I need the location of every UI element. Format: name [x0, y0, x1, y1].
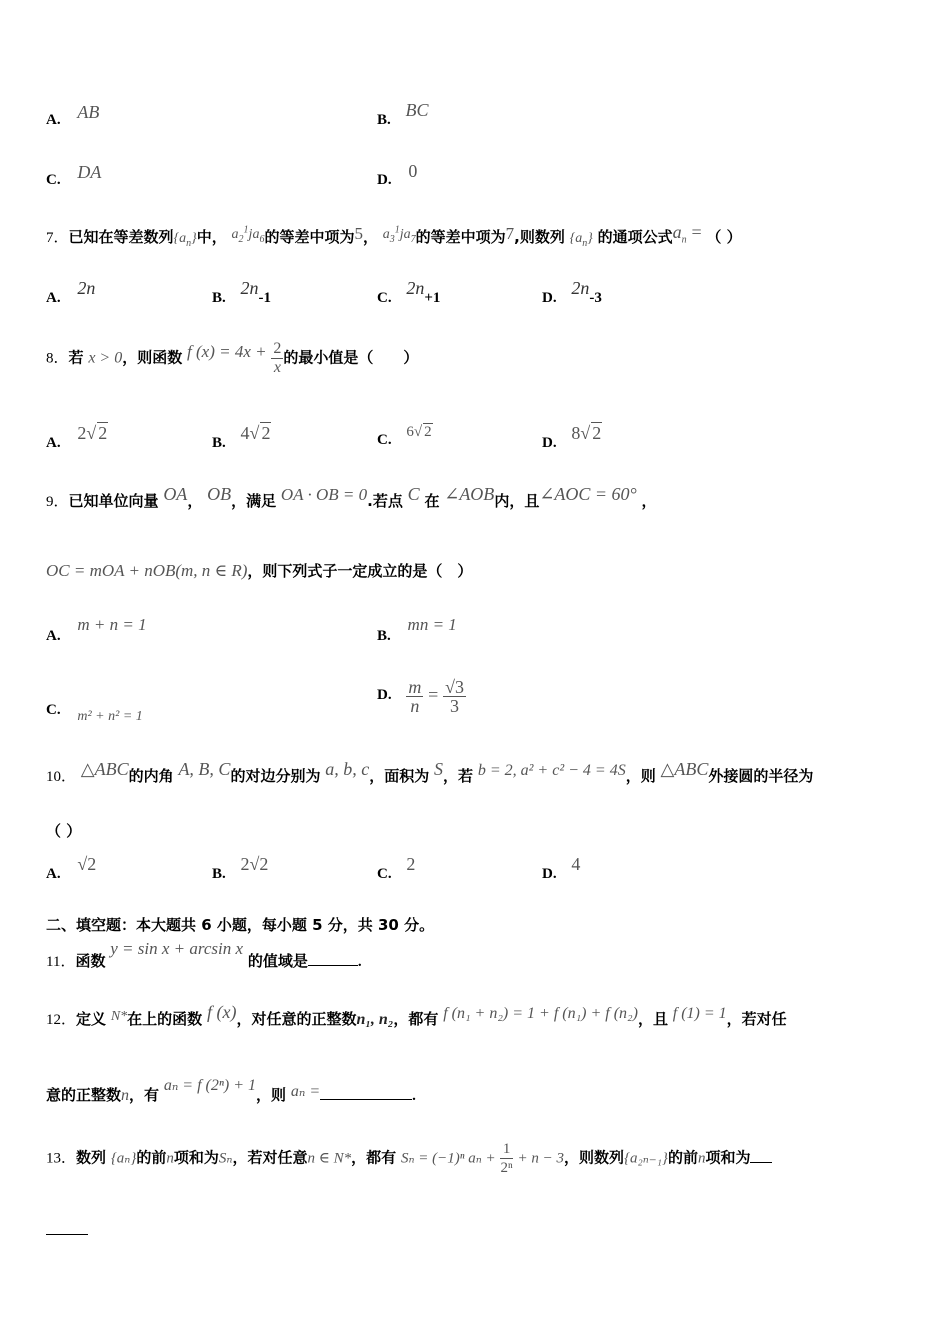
section-heading: 二、填空题：本大题共 6 小题，每小题 5 分，共 30 分。 [46, 916, 435, 934]
question-number: 8． [46, 350, 69, 367]
option-label: D. [542, 435, 557, 451]
question-number: 13． [46, 1150, 77, 1167]
option-frac-mn: $\frac{m}{n}$ [408, 677, 422, 716]
option-label: A. [46, 628, 61, 644]
q13-text-5: ，都有 [351, 1148, 397, 1167]
question-12 [46, 1002, 787, 1029]
option-label: B. [377, 628, 391, 644]
option-label: C. [46, 702, 61, 718]
q13-text-1: 数列 [76, 1148, 107, 1167]
option-label: B. [377, 112, 391, 128]
q9-text-2: ， [187, 492, 203, 510]
question-number: 12． [46, 1012, 77, 1028]
option-expr: m² + n² = 1 [77, 709, 143, 724]
q8-text-3: 的最小值是（ ） [283, 348, 419, 367]
q7-text-4: ， [362, 228, 378, 246]
q7-option-c [377, 278, 441, 307]
option-label: D. [377, 172, 392, 188]
option-expr: 2 [406, 854, 416, 874]
q7-pair2: $a_3^1ja_7$ [382, 224, 416, 245]
q7-text-3: 的等差中项为 [264, 228, 355, 246]
option-expr: 2n [240, 278, 259, 298]
q10-triangle: △ABC [80, 759, 129, 779]
q9-option-c [46, 700, 143, 724]
option-expr: 2√ 2 [77, 423, 108, 443]
q13-n-2: n [697, 1150, 706, 1167]
q7-value-1: 5 [354, 224, 363, 243]
q12-text-4: ，都有 [393, 1010, 439, 1028]
q7-seq: $\{a_n\}$ [173, 231, 197, 249]
q10-text-6: 外接圆的半径为 [708, 767, 814, 785]
option-expr: 2n [571, 278, 590, 298]
q9-text-6: 内，且 [494, 492, 540, 510]
question-number: 9． [46, 494, 69, 510]
q12-text-7: 意的正整数 [46, 1086, 122, 1104]
q10-sides: a, b, c [325, 759, 370, 779]
q12-text-9: ，则 [256, 1086, 287, 1104]
option-frac-rhs: $\frac{√3}{3}$ [445, 677, 464, 716]
option-suffix: +1 [424, 290, 441, 306]
q8-text-2: ，则函数 [122, 348, 183, 367]
option-label: C. [377, 866, 392, 882]
q9-text-1: 已知单位向量 [68, 492, 159, 510]
q9-oa: OA [163, 484, 188, 504]
q8-option-d [542, 423, 602, 452]
q7-eq: = [691, 222, 702, 242]
q13-text-8: 项和为 [705, 1148, 751, 1167]
q13-condition: n ∈ N* [307, 1150, 352, 1167]
question-8 [46, 340, 418, 377]
q10-area: S [434, 759, 444, 779]
option-label: C. [46, 172, 61, 188]
option-expr: 4√ 2 [240, 423, 271, 443]
option-expr: mn = 1 [407, 615, 457, 634]
q8-option-b [212, 423, 271, 452]
q8-option-c [377, 424, 433, 449]
option-label: B. [212, 290, 226, 306]
q7-pair1: $a_2^1ja_6$ [231, 224, 265, 245]
q7-seq-2: $\{a_n\}$ [569, 231, 593, 249]
q10-option-d [542, 854, 581, 883]
q12-end: . [412, 1088, 416, 1104]
q11-end: . [357, 954, 362, 970]
option-eq: = [428, 684, 439, 705]
option-suffix: -3 [589, 290, 602, 306]
q12-text-3: ，对任意的正整数 [236, 1010, 357, 1028]
option-label: D. [542, 290, 557, 306]
question-13 [46, 1140, 772, 1177]
q12-set: N* [110, 1009, 128, 1024]
q9-text-5: 在 [424, 492, 440, 510]
q9-text-3: ，满足 [231, 492, 277, 510]
q7-text-6: ,则数列 [514, 228, 565, 246]
option-expr: 4 [571, 854, 581, 874]
q12-an-definition: aₙ = f (2ⁿ) + 1 [163, 1077, 257, 1094]
option-label: D. [377, 686, 392, 703]
q10-angles: A, B, C [178, 759, 231, 779]
q13-seq: {aₙ} [110, 1150, 137, 1167]
option-label: A. [46, 866, 61, 882]
q12-text-5: ，且 [637, 1010, 668, 1028]
q8-condition: x > 0 [88, 349, 123, 367]
option-expr: 8√ 2 [571, 423, 602, 443]
question-9-line-2 [46, 560, 472, 581]
question-number: 7． [46, 230, 69, 246]
q7-text-1: 已知在等差数列 [68, 228, 174, 246]
q7-paren: （ ） [706, 228, 742, 246]
q12-n: n [121, 1087, 130, 1104]
q11-text-2: 的值域是 [247, 952, 308, 970]
q8-function: f (x) = 4x + [187, 341, 267, 361]
q12-fx: f (x) [206, 1002, 237, 1022]
q10-triangle-2: △ABC [660, 759, 709, 779]
q10-condition: b = 2, a² + c² − 4 = 4S [477, 762, 626, 779]
q13-n: n [166, 1150, 174, 1167]
q9-angle-2: ∠AOC = 60° [539, 484, 637, 504]
q9-c: C [407, 484, 420, 504]
option-label: C. [377, 290, 392, 306]
option-expr: DA [77, 162, 102, 182]
q13-text-6: ，则数列 [563, 1148, 624, 1167]
q12-text-2: 在上的函数 [127, 1010, 203, 1028]
option-expr: AB [77, 102, 100, 122]
q7-text-7: 的通项公式 [597, 228, 673, 246]
q11-text-1: 函数 [75, 952, 106, 970]
question-number: 11． [46, 954, 76, 970]
q12-text-1: 定义 [76, 1010, 107, 1028]
q6-option-a [46, 102, 100, 129]
option-label: C. [377, 432, 392, 448]
q12-vars: n₁, n₂ [356, 1011, 394, 1028]
q13-text-2: 的前 [136, 1148, 167, 1167]
q13-fraction: $\frac{1}{\text{2ⁿ}}$ [500, 1141, 513, 1176]
option-label: A. [46, 435, 61, 451]
answer-blank[interactable] [320, 1085, 412, 1100]
q13-text-3: 项和为 [173, 1148, 219, 1167]
option-expr: 2√2 [240, 854, 269, 874]
option-expr: 0 [408, 161, 418, 181]
q10-text-3: ，面积为 [369, 767, 430, 785]
q9-text-4: .若点 [367, 492, 403, 510]
q6-option-c [46, 162, 102, 189]
q6-option-d [377, 161, 418, 189]
q7-option-a [46, 278, 96, 307]
option-expr: BC [405, 100, 429, 120]
question-10 [46, 759, 814, 786]
q9-ob: OB [207, 484, 232, 504]
q10-text-1: 的内角 [128, 767, 174, 785]
q10-text-4: ，若 [443, 767, 474, 785]
q12-equation: f (n₁ + n₂) = 1 + f (n₁) + f (n₂) [443, 1005, 638, 1022]
answer-blank-continuation[interactable] [46, 1222, 88, 1235]
question-9 [46, 484, 657, 511]
q12-text-6: ，若对任 [726, 1010, 787, 1028]
q8-text-1: 若 [68, 348, 84, 367]
q9-option-b [377, 615, 457, 645]
q13-sn: Sₙ [218, 1150, 233, 1167]
option-label: D. [542, 866, 557, 882]
question-7 [46, 222, 742, 250]
option-label: B. [212, 435, 226, 451]
q10-option-b [212, 854, 269, 883]
option-expr: 2n [406, 278, 425, 298]
q9-option-a [46, 615, 147, 645]
q8-fraction: $\frac{2}{x}$ [273, 340, 282, 376]
q7-text-2: 中， [196, 228, 227, 246]
q11-expr: y = sin x + arcsin x [110, 939, 244, 958]
q6-option-b [377, 100, 429, 129]
q9-dot: OA · OB = 0 [280, 485, 368, 504]
q10-option-c [377, 854, 416, 883]
q8-option-a [46, 423, 108, 452]
q13-text-7: 的前 [667, 1148, 698, 1167]
option-expr: 6√ 2 [406, 424, 432, 440]
question-10-paren: （ ） [46, 822, 82, 840]
q9-oc-expr: OC = mOA + nOB(m, n ∈ R) [46, 561, 248, 580]
q9-angle: ∠AOB [444, 484, 495, 504]
answer-blank[interactable] [750, 1148, 772, 1163]
q10-text-2: 的对边分别为 [230, 767, 321, 785]
q12-f1: f (1) = 1 [672, 1005, 727, 1022]
q12-text-8: ，有 [129, 1086, 160, 1104]
q9-option-d [377, 678, 466, 715]
q7-option-d [542, 278, 602, 307]
q10-text-5: ，则 [625, 767, 656, 785]
q7-value-2: 7 [505, 224, 515, 243]
option-suffix: -1 [258, 290, 272, 306]
answer-blank[interactable] [308, 951, 358, 966]
option-expr: m + n = 1 [77, 615, 147, 634]
q7-option-b [212, 278, 272, 307]
q13-text-4: ，若对任意 [232, 1148, 308, 1167]
q7-text-5: 的等差中项为 [415, 228, 506, 246]
question-11 [46, 939, 362, 971]
q7-an: $a_n$ [672, 222, 687, 246]
option-label: A. [46, 290, 61, 306]
q9-text-8: ，则下列式子一定成立的是（ ） [247, 562, 473, 580]
q13-eq-right: + n − 3 [517, 1150, 564, 1167]
option-expr: 2n [77, 278, 96, 298]
option-label: A. [46, 112, 61, 128]
question-number: 10． [46, 769, 77, 785]
q9-text-7: ， [641, 492, 657, 510]
q13-eq-left: Sₙ = (−1)ⁿ aₙ + [400, 1150, 496, 1167]
question-12-line-2 [46, 1077, 416, 1105]
option-label: B. [212, 866, 226, 882]
q13-seq-2: {a₂ₙ₋₁} [624, 1150, 668, 1167]
option-expr: √2 [77, 854, 97, 874]
q12-an: aₙ = [290, 1083, 321, 1100]
q10-option-a [46, 854, 97, 883]
